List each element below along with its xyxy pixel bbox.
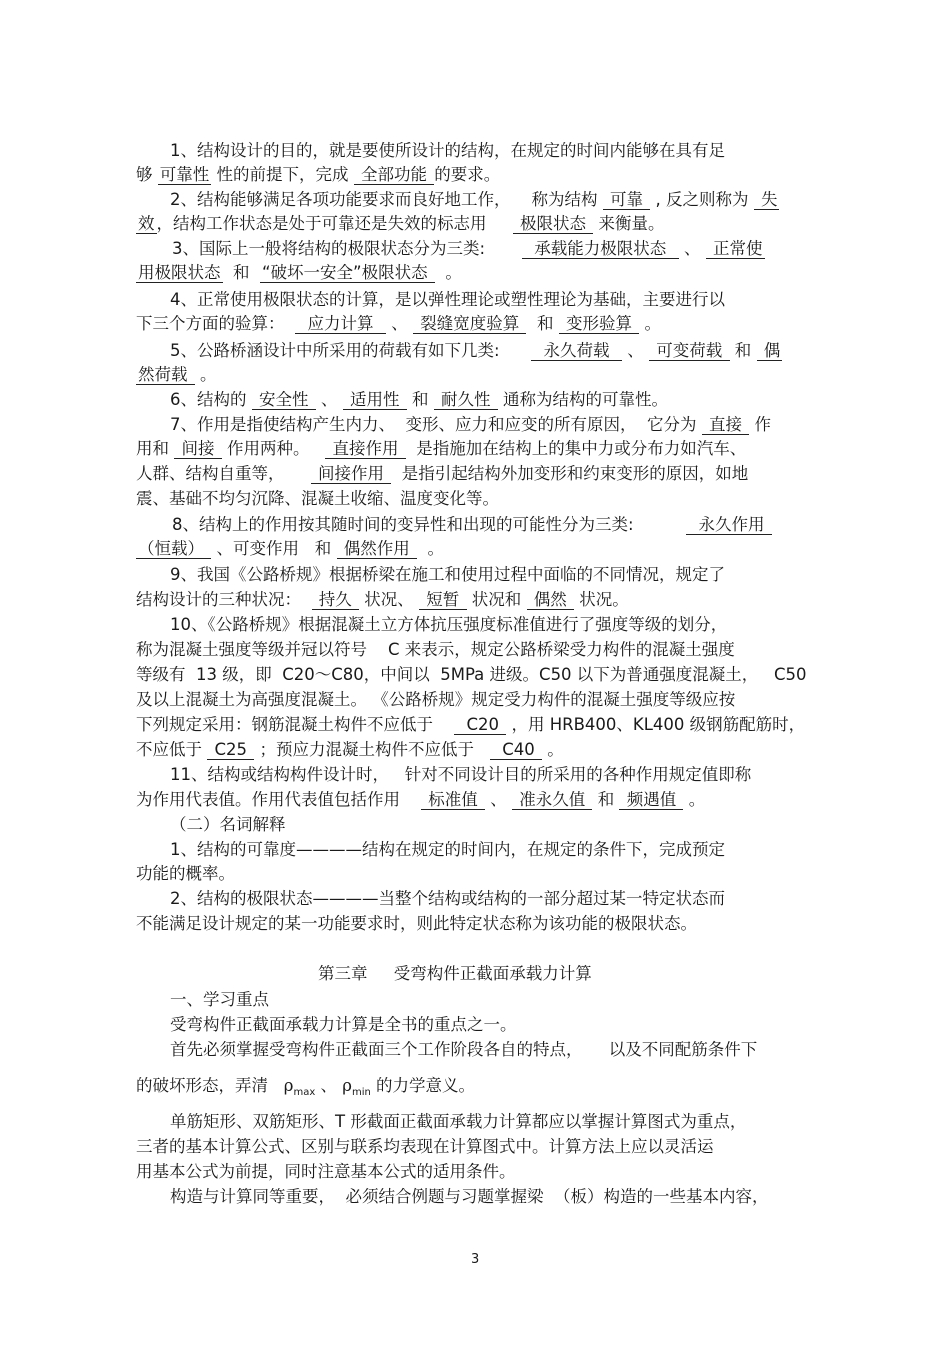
subscript-min: min [351,1087,371,1098]
chapter-paragraph-4: 构造与计算同等重要， 必须结合例题与习题掌握梁 （板）构造的一些基本内容， [170,1187,769,1206]
blank-answer: 安全性 [253,390,314,409]
blank-answer: 直接 [703,415,748,434]
blank-answer: 偶然 [528,590,572,609]
blank-answer: 标准值 [422,790,483,809]
blank-answer: 可靠 [604,190,649,209]
blank-answer: 间接 [176,439,220,458]
q3-line1: 3、国际上一般将结构的极限状态分为三类: 承载能力极限状态 、 正常使 [172,239,763,258]
q2-line1: 2、结构能够满足各项功能要求而良好地工作， 称为结构 可靠 , 反之则称为 失 [170,190,778,209]
terms-heading: （二）名词解释 [170,815,286,834]
chapter-paragraph-1: 受弯构件正截面承载力计算是全书的重点之一。 [170,1015,517,1034]
blank-answer: 应力计算 [297,314,384,333]
q7-line2: 用和 间接 作用两种。 直接作用 是指施加在结构上的集中力或分布力如汽车、 [136,439,747,458]
blank-answer: 变形验算 [560,314,638,333]
blank-answer: “破坏一安全”极限状态 [261,263,433,282]
blank-answer: 永久作用 [688,515,770,534]
q6-line: 6、结构的 安全性 、 适用性 和 耐久性 通称为结构的可靠性。 [170,390,668,409]
chapter-title: 第三章 受弯构件正截面承载力计算 [318,964,592,983]
chapter-paragraph-2-line1: 首先必须掌握受弯构件正截面三个工作阶段各自的特点， 以及不同配筋条件下 [170,1040,758,1059]
chapter-paragraph-3-line1: 单筋矩形、双筋矩形、T 形截面正截面承载力计算都应以掌握计算图式为重点， [170,1112,747,1131]
q11-line2: 为作用代表值。作用代表值包括作用 标准值 、 准永久值 和 频遇值 。 [136,790,706,809]
blank-answer: 极限状态 [514,214,592,233]
blank-answer: 裂缝宽度验算 [414,314,525,333]
q4-line2: 下三个方面的验算： 应力计算 、 裂缝宽度验算 和 变形验算 。 [136,314,661,333]
blank-answer: 持久 [313,590,357,609]
term2-line2: 不能满足设计规定的某一功能要求时，则此特定状态称为该功能的极限状态。 [136,914,697,933]
blank-answer: 用极限状态 [138,263,221,282]
blank-answer: 全部功能 [355,165,433,184]
blank-answer: 耐久性 [435,390,496,409]
q2-line2: 效 ，结构工作状态是处于可靠还是失效的标志用 极限状态 来衡量。 [138,214,665,233]
q10-line1: 10、《公路桥规》根据混凝土立方体抗压强度标准值进行了强度等级的划分， [170,615,728,634]
blank-answer: 永久荷载 [533,341,621,360]
blank-answer: 短暂 [421,590,465,609]
term2-line1: 2、结构的极限状态————当整个结构或结构的一部分超过某一特定状态而 [170,889,725,908]
blank-answer: C25 [209,740,253,759]
blank-answer: 正常使 [707,239,763,258]
blank-answer: 适用性 [344,390,405,409]
chapter-paragraph-3-line3: 用基本公式为前提，同时注意基本公式的适用条件。 [136,1162,516,1181]
q10-line6: 不应低于 C25 ；预应力混凝土构件不应低于 C40 。 [136,740,564,759]
rho-symbol: ρ [342,1076,352,1095]
q10-line3: 等级有 13 级，即 C20～C80，中间以 5MPa 进级。C50 以下为普通强度混凝土， C50 [136,665,807,684]
q3-line2: 用极限状态 和 “破坏一安全”极限状态 。 [138,263,462,282]
chapter-paragraph-3-line2: 三者的基本计算公式、区别与联系均表现在计算图式中。计算方法上应以灵活运 [136,1137,714,1156]
q7-line3: 人群、结构自重等， 间接作用 是指引起结构外加变形和约束变形的原因，如地 [136,464,749,483]
q8-line2: （恒载） 、可变作用 和 偶然作用 。 [138,539,444,558]
blank-answer: 效 [138,214,155,233]
rho-symbol: ρ [283,1076,294,1095]
q11-line1: 11、结构或结构构件设计时， 针对不同设计目的所采用的各种作用规定值即称 [170,765,752,784]
q4-line1: 4、正常使用极限状态的计算，是以弹性理论或塑性理论为基础，主要进行以 [170,290,725,309]
blank-answer: 可变荷载 [651,341,728,360]
blank-answer: C40 [491,740,541,759]
q10-line2: 称为混凝土强度等级并冠以符号 C 来表示，规定公路桥梁受力构件的混凝土强度 [136,640,735,659]
term1-line1: 1、结构的可靠度————结构在规定的时间内，在规定的条件下，完成预定 [170,840,725,859]
q10-line4: 及以上混凝土为高强度混凝土。 《公路桥规》规定受力构件的混凝土强度等级应按 [136,690,736,709]
q9-line1: 9、我国《公路桥规》根据桥梁在施工和使用过程中面临的不同情况，规定了 [170,565,725,584]
section-heading: 一、学习重点 [170,990,269,1009]
subscript-max: max [293,1087,316,1098]
q8-line1: 8、结构上的作用按其随时间的变异性和出现的可能性分为三类: 永久作用 [172,515,770,534]
blank-answer: 间接作用 [312,464,390,483]
blank-answer: （恒载） [138,539,210,558]
q1-line1: 1、结构设计的目的，就是要使所设计的结构，在规定的时间内能够在具有足 [170,141,725,160]
blank-answer: 承载能力极限状态 [523,239,677,258]
blank-answer: 准永久值 [513,790,591,809]
q10-line5: 下列规定采用：钢筋混凝土构件不应低于 C20 ，用 HRB400、KL400 级钢筋配筋时， [136,715,806,734]
blank-answer: 可靠性 [159,165,210,184]
blank-answer: 然荷载 [138,365,193,384]
q1-line2: 够 可靠性 性的前提下，完成 全部功能 的要求。 [136,165,501,184]
blank-answer: 偶然作用 [338,539,415,558]
page-number: 3 [471,1252,480,1267]
q7-line4: 震、基础不均匀沉降、混凝土收缩、温度变化等。 [136,489,499,508]
blank-answer: 直接作用 [327,439,404,458]
q5-line1: 5、公路桥涵设计中所采用的荷载有如下几类: 永久荷载 、 可变荷载 和 偶 [170,341,781,360]
blank-answer: 偶 [758,341,781,360]
blank-answer: 频遇值 [621,790,682,809]
blank-answer: C20 [455,715,505,734]
q5-line2: 然荷载 。 [138,365,217,384]
q9-line2: 结构设计的三种状况： 持久 状况、 短暂 状况和 偶然 状况。 [136,590,629,609]
chapter-paragraph-2-line2: 的破坏形态，弄清 $\rho_{max}$ 、 $\rho_{min}$ 的力学意义。 [136,1076,476,1098]
blank-answer: 失 [755,190,778,209]
q7-line1: 7、作用是指使结构产生内力、 变形、应力和应变的所有原因， 它分为 直接 作 [170,415,771,434]
term1-line2: 功能的概率。 [136,864,235,883]
